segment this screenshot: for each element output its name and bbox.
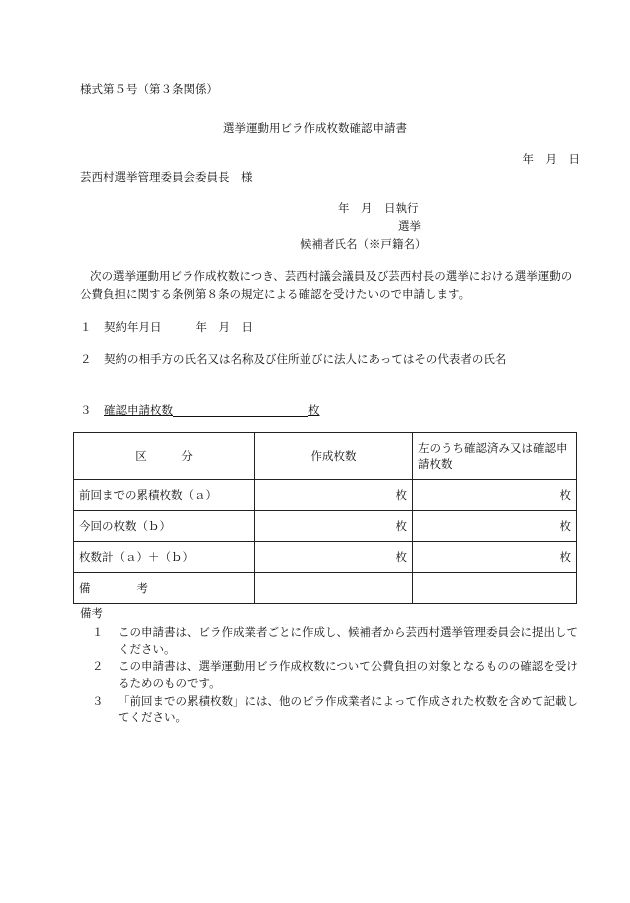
remarks-notes [92, 624, 582, 727]
note-number: １ [92, 625, 104, 639]
list-item [92, 693, 582, 726]
intro-paragraph: 次の選挙運動用ビラ作成枚数につき、芸西村議会議員及び芸西村長の選挙における選挙運動の公費負担に関する条例第８条の規定による確認を受けたいので申請します。 [80, 269, 573, 302]
item-number: ３ [80, 403, 92, 417]
cell-remarks[interactable] [413, 573, 577, 604]
item-number: １ [80, 320, 92, 334]
row-label: 備 考 [74, 573, 255, 604]
item-label: 確認申請枚数 [104, 403, 173, 417]
table-header-row [74, 433, 577, 480]
item-contract-date [80, 320, 253, 334]
item-contract-party [80, 352, 506, 366]
count-table [73, 432, 577, 604]
cell-remarks[interactable] [255, 573, 413, 604]
table-row [74, 573, 577, 604]
item-label: 契約の相手方の氏名又は名称及び住所並びに法人にあってはその代表者の氏名 [104, 352, 507, 366]
table-row [74, 542, 577, 573]
row-label: 前回までの累積枚数（ａ） [74, 480, 255, 511]
list-item [92, 658, 582, 691]
item-requested-count [80, 403, 320, 417]
header-confirmed-count: 左のうち確認済み又は確認申請枚数 [413, 433, 577, 480]
row-label: 枚数計（ａ）＋（ｂ） [74, 542, 255, 573]
execution-date: 年 月 日執行 [338, 201, 419, 215]
count-unit: 枚 [308, 403, 320, 417]
contract-date-value: 年 月 日 [195, 320, 253, 334]
list-item [92, 624, 582, 657]
table-row [74, 480, 577, 511]
document-title: 選挙運動用ビラ作成枚数確認申請書 [223, 121, 407, 135]
election-name: 選挙 [398, 219, 421, 233]
candidate-name: 候補者氏名（※戸籍名） [300, 237, 427, 251]
cell-created[interactable]: 枚 [255, 511, 413, 542]
cell-confirmed[interactable]: 枚 [413, 542, 577, 573]
item-number: ２ [80, 352, 92, 366]
row-label: 今回の枚数（ｂ） [74, 511, 255, 542]
cell-created[interactable]: 枚 [255, 542, 413, 573]
table-row [74, 511, 577, 542]
header-created-count: 作成枚数 [255, 433, 413, 480]
cell-confirmed[interactable]: 枚 [413, 511, 577, 542]
header-category: 区 分 [74, 433, 255, 480]
note-text: この申請書は、選挙運動用ビラ作成枚数について公費負担の対象となるものの確認を受けるためのものです。 [118, 659, 578, 691]
cell-confirmed[interactable]: 枚 [413, 480, 577, 511]
application-date: 年 月 日 [522, 152, 580, 166]
note-text: 「前回までの累積枚数」には、他のビラ作成業者によって作成された枚数を含めて記載してください。 [118, 693, 578, 725]
cell-created[interactable]: 枚 [255, 480, 413, 511]
form-number: 様式第５号（第３条関係） [80, 82, 218, 96]
note-text: この申請書は、ビラ作成業者ごとに作成し、候補者から芸西村選挙管理委員会に提出してください。 [118, 625, 578, 656]
item-label: 契約年月日 [104, 320, 162, 334]
note-number: ３ [92, 693, 104, 708]
remarks-title: 備考 [80, 606, 103, 620]
note-number: ２ [92, 659, 104, 674]
count-blank[interactable] [173, 404, 308, 417]
addressee: 芸西村選挙管理委員会委員長 様 [80, 170, 253, 184]
